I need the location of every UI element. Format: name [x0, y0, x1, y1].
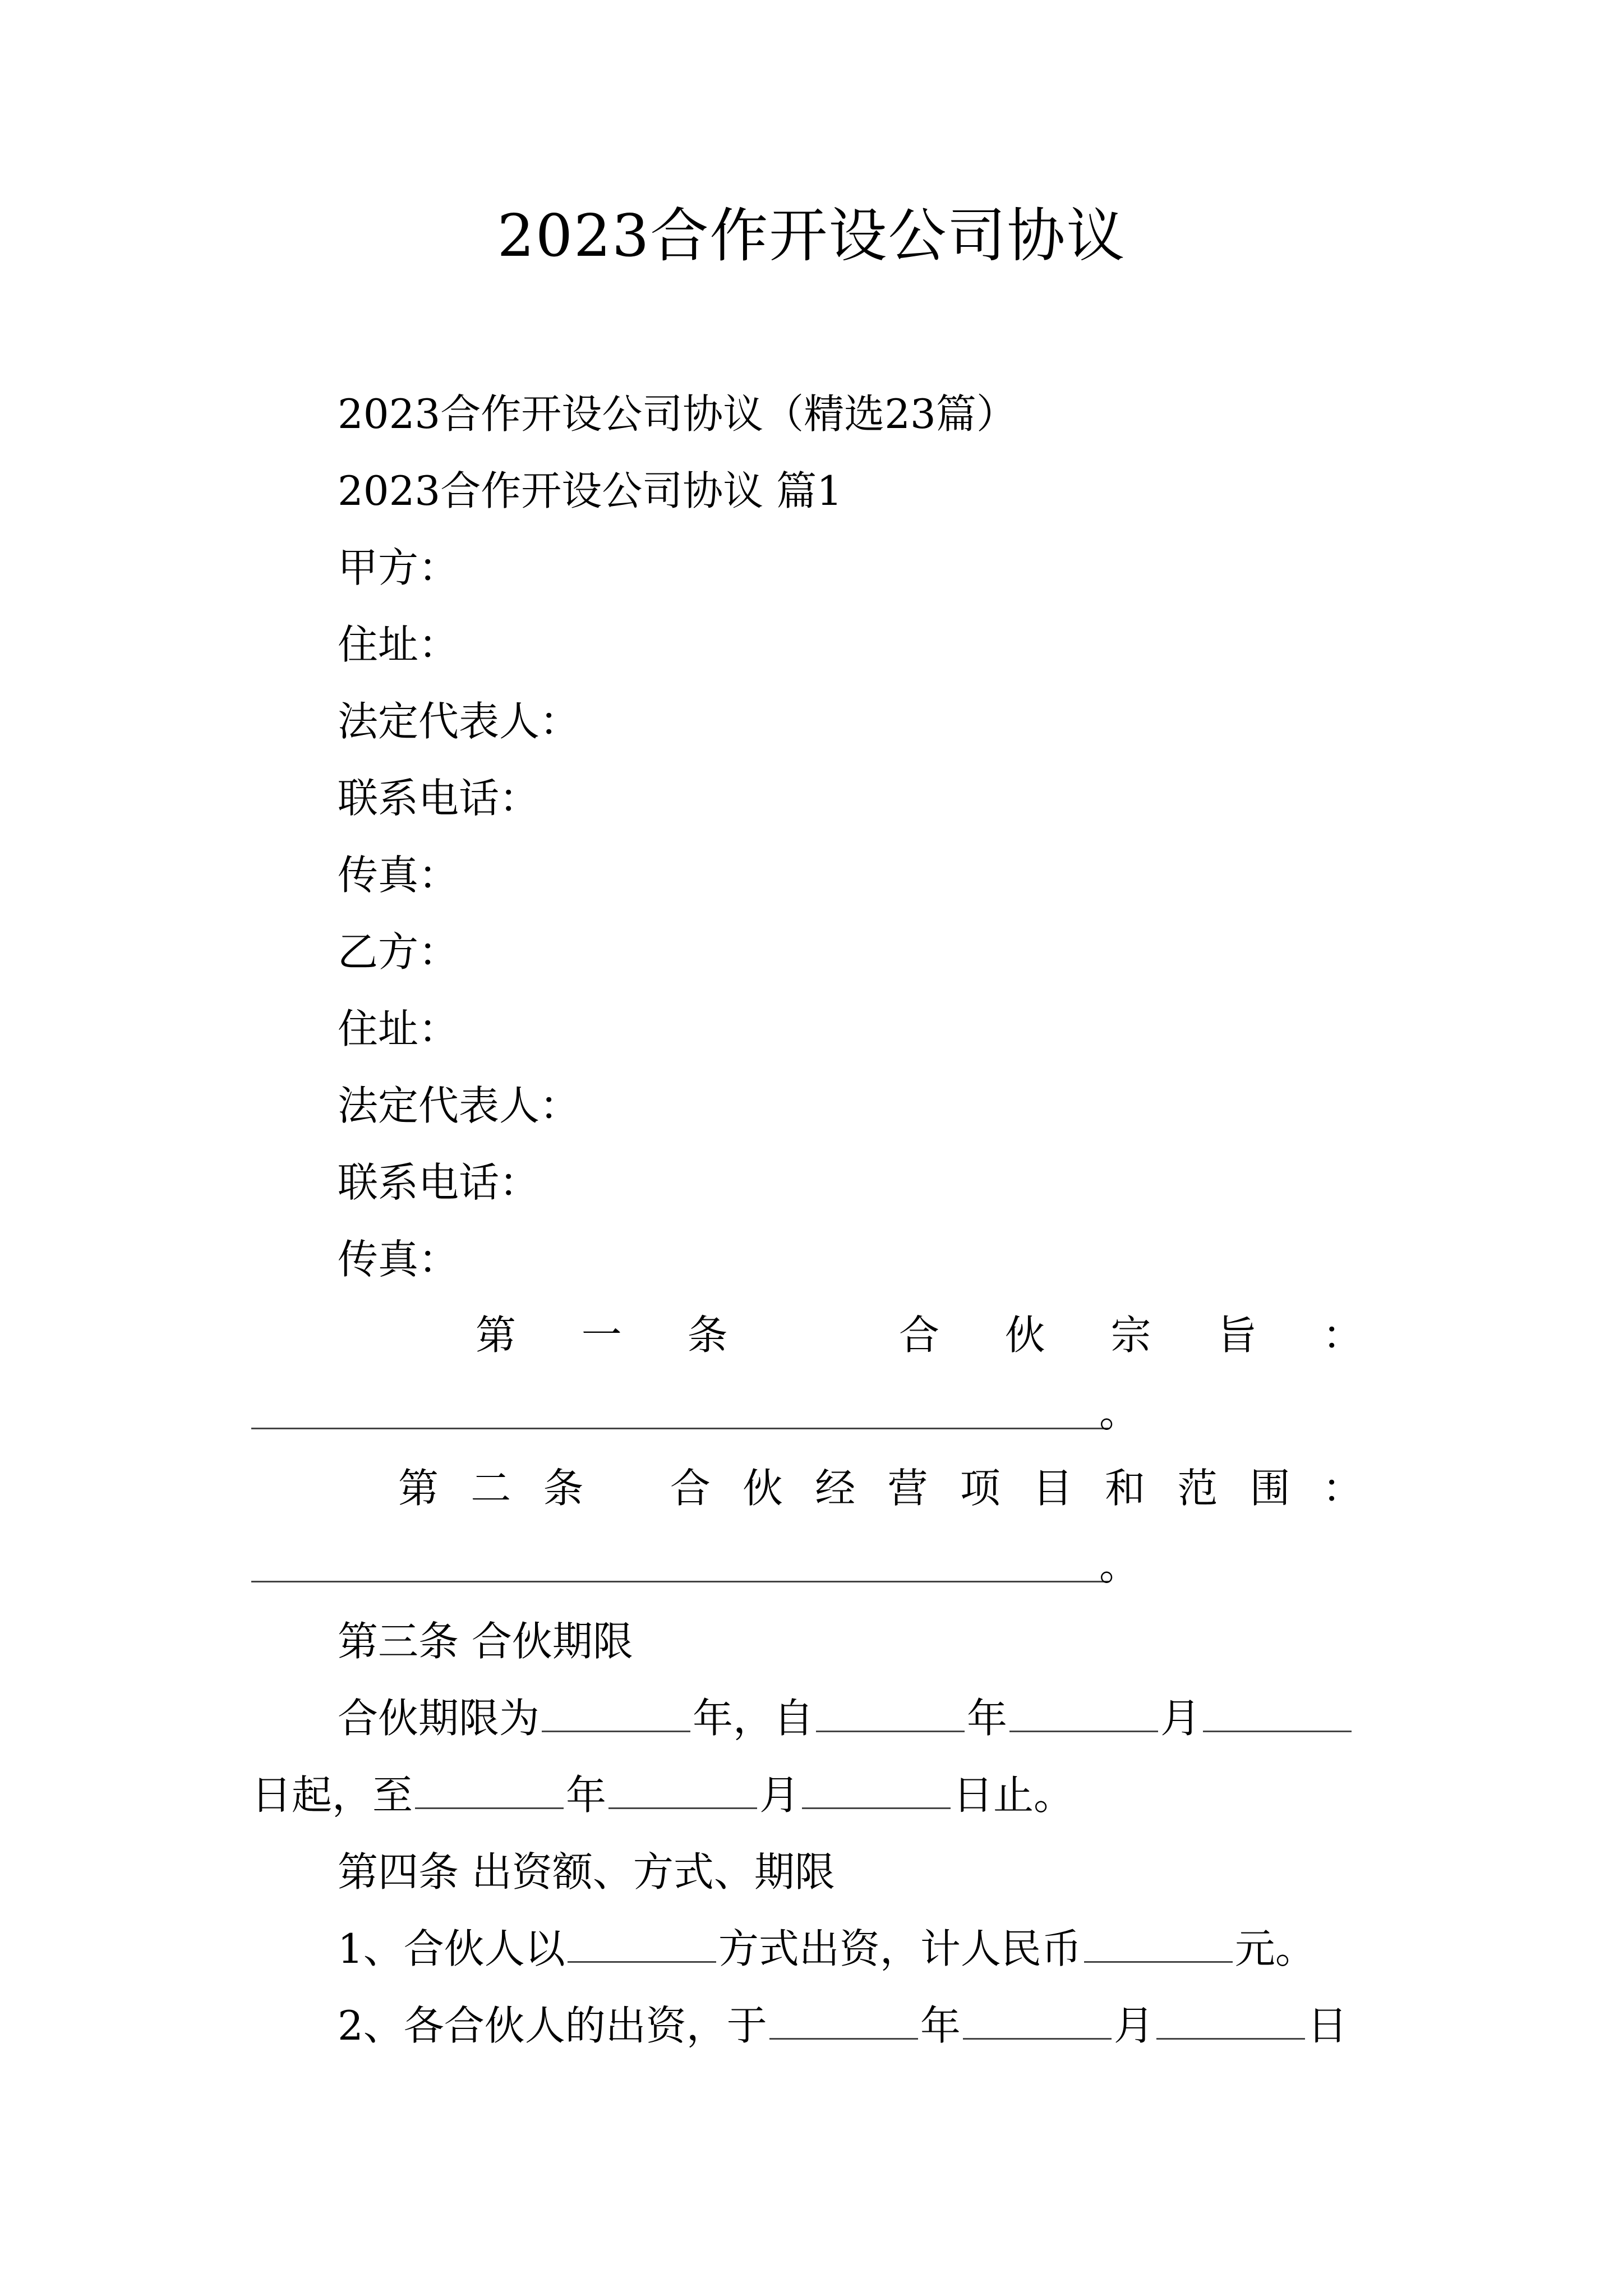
- article-2-char: 经: [815, 1465, 856, 1512]
- article-2-char: 和: [1105, 1465, 1146, 1512]
- article-3-text: 日止。: [953, 1772, 1075, 1819]
- article-1-char: 旨: [1216, 1312, 1257, 1359]
- party-a-phone: 联系电话：: [338, 775, 540, 822]
- blank-field: [1156, 2003, 1305, 2040]
- article-2-blank: [251, 1581, 1109, 1582]
- article-4-text: 日: [1307, 2002, 1348, 2049]
- article-4-item-1: [338, 1921, 1316, 1977]
- blank-field: [1084, 1926, 1233, 1963]
- party-b-label: 乙方：: [338, 928, 459, 976]
- article-3-text: 年，自: [693, 1695, 814, 1742]
- party-a-fax: 传真：: [338, 852, 459, 899]
- article-3-text: 年: [566, 1772, 607, 1819]
- blank-field: [769, 2003, 918, 2040]
- article-1-char: 合: [898, 1312, 939, 1359]
- subtitle: 2023合作开设公司协议（精选23篇）: [338, 390, 1017, 438]
- article-1-char: ：: [1322, 1312, 1363, 1359]
- blank-field: [802, 1773, 951, 1809]
- article-2-char: 第: [398, 1465, 439, 1512]
- article-4-heading: 第四条 出资额、方式、期限: [338, 1848, 835, 1895]
- party-a-address: 住址：: [338, 621, 459, 668]
- article-4-text: 1、合伙人以: [338, 1925, 565, 1972]
- article-1-heading: [476, 1307, 1363, 1363]
- article-4-text: 元。: [1234, 1925, 1316, 1972]
- party-a-label: 甲方：: [338, 544, 459, 591]
- article-2-char: 围: [1249, 1465, 1290, 1512]
- party-b-legal-rep: 法定代表人：: [338, 1082, 580, 1129]
- article-4-item-2: [338, 1998, 1348, 2054]
- article-4-text: 年: [920, 2002, 961, 2049]
- article-3-heading: 第三条 合伙期限: [338, 1618, 633, 1665]
- article-1-char: 宗: [1110, 1312, 1151, 1359]
- article-2-heading: [398, 1460, 1363, 1516]
- blank-field: [415, 1773, 564, 1809]
- blank-field: [542, 1696, 690, 1732]
- blank-field: [963, 2003, 1112, 2040]
- article-3-text: 日起，至: [251, 1772, 413, 1819]
- article-2-char: 二: [471, 1465, 511, 1512]
- article-1-char: 条: [687, 1312, 728, 1359]
- party-b-fax: 传真：: [338, 1236, 459, 1283]
- article-2-char: 目: [1032, 1465, 1073, 1512]
- article-3-text: 合伙期限为: [338, 1695, 540, 1742]
- article-2-char: ：: [1322, 1465, 1363, 1512]
- party-b-address: 住址：: [338, 1005, 459, 1052]
- blank-field: [568, 1926, 716, 1963]
- section-heading: 2023合作开设公司协议 篇1: [338, 467, 842, 514]
- article-2-gap: [616, 1460, 638, 1516]
- article-2-char: 伙: [743, 1465, 783, 1512]
- article-2-char: 范: [1177, 1465, 1218, 1512]
- blank-field: [1009, 1696, 1158, 1732]
- blank-field: [1203, 1696, 1352, 1732]
- article-3-line-1: [338, 1690, 1354, 1746]
- article-2-char: 条: [543, 1465, 584, 1512]
- article-4-text: 方式出资，计人民币: [718, 1925, 1082, 1972]
- article-1-char: 第: [476, 1312, 517, 1359]
- party-b-phone: 联系电话：: [338, 1159, 540, 1206]
- blank-field: [816, 1696, 965, 1732]
- article-1-char: 伙: [1004, 1312, 1045, 1359]
- article-4-text: 月: [1113, 2002, 1154, 2049]
- article-2-char: 营: [887, 1465, 928, 1512]
- article-3-text: 月: [759, 1772, 800, 1819]
- article-1-end: 。: [1099, 1389, 1140, 1436]
- blank-field: [608, 1773, 757, 1809]
- document-title: 2023合作开设公司协议: [497, 201, 1126, 270]
- article-2-char: 项: [960, 1465, 1000, 1512]
- article-4-text: 2、各合伙人的出资，于: [338, 2002, 767, 2049]
- article-2-char: 合: [670, 1465, 711, 1512]
- article-1-blank: [251, 1428, 1109, 1429]
- article-2-end: 。: [1099, 1542, 1140, 1589]
- article-3-text: 年: [967, 1695, 1008, 1742]
- article-1-gap: [793, 1307, 833, 1363]
- article-3-line-2: [251, 1767, 1074, 1823]
- article-1-char: 一: [581, 1312, 622, 1359]
- party-a-legal-rep: 法定代表人：: [338, 698, 580, 745]
- article-3-text: 月: [1160, 1695, 1201, 1742]
